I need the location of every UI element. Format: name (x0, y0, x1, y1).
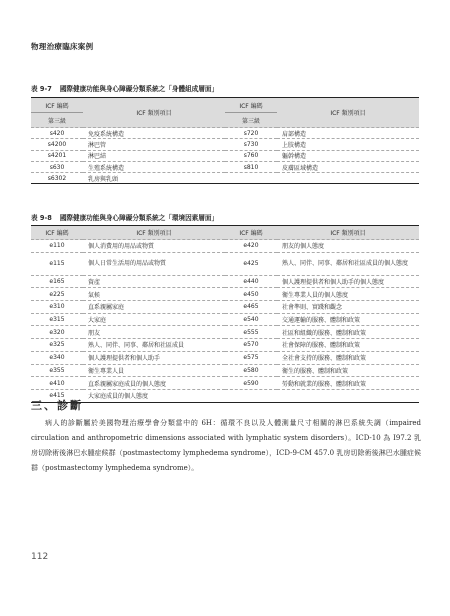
code-cell: e450 (225, 288, 277, 301)
code-cell: e310 (31, 301, 83, 314)
item-cell: 衛生專業人員 (83, 364, 225, 377)
table2-label: 表 9-8 (31, 214, 52, 222)
item-cell: 個人護理提供者和個人助手的個人態度 (277, 275, 419, 288)
code-cell: e415 (31, 389, 83, 402)
code-cell: e410 (31, 377, 83, 390)
code-cell: s730 (225, 139, 277, 150)
item-cell: 社會準則、實踐和觀念 (277, 301, 419, 314)
table-row (31, 150, 419, 161)
table2-caption (31, 212, 218, 222)
page-number: 112 (31, 552, 49, 562)
code-cell: s810 (225, 161, 277, 172)
table-row (31, 240, 419, 253)
table2-header-code-1: ICF 編碼 (31, 226, 83, 240)
code-cell: e555 (225, 326, 277, 339)
code-cell: s6302 (31, 173, 83, 184)
table2 (31, 225, 419, 403)
item-cell (277, 389, 419, 402)
item-cell: 皮膚區域構造 (277, 161, 419, 172)
table1-header-item-2: ICF 類別項目 (277, 98, 419, 128)
table-row (31, 339, 419, 352)
table-row (31, 301, 419, 314)
code-cell: e590 (225, 377, 277, 390)
item-cell: 淋巴結 (83, 150, 225, 161)
diagnosis-text (31, 416, 421, 476)
item-cell: 朋友 (83, 326, 225, 339)
diagnosis-paragraph: 病人的診斷屬於美國物理治療學會分類當中的 6H：循環不良以及人體測量尺寸相關的淋巴系統失調（impaired circulation and anthropometric dimensions associated with lymphatic system disorders）。ICD-10 為 I97.2 乳房切除術後淋巴水腫症候群（postmastectomy lymphedema syndrome），ICD-9-CM 457.0 乳房切除術後淋巴水腫症候群（postmastectomy lymphedema syndrome）。 (31, 419, 421, 472)
item-cell: 熟人、同伴、同事、鄰居和社區成員 (83, 339, 225, 352)
table-row (31, 326, 419, 339)
code-cell (225, 173, 277, 184)
item-cell: 生殖系統構造 (83, 161, 225, 172)
code-cell: e425 (225, 252, 277, 275)
item-cell: 社會保障的服務、體制和政策 (277, 339, 419, 352)
table1-header-level-1: 第三級 (47, 117, 66, 125)
running-header: 物理治療臨床案例 (31, 42, 94, 51)
code-cell: e420 (225, 240, 277, 253)
code-cell: e110 (31, 240, 83, 253)
item-cell: 大家庭成員的個人態度 (83, 389, 225, 402)
item-cell: 直系親屬家庭成員的個人態度 (83, 377, 225, 390)
code-cell: e440 (225, 275, 277, 288)
table-row (31, 389, 419, 402)
table-row (31, 128, 419, 139)
table-row (31, 252, 419, 275)
code-cell: e465 (225, 301, 277, 314)
code-cell: e580 (225, 364, 277, 377)
code-cell: s630 (31, 161, 83, 172)
item-cell: 全社會支持的服務、體制和政策 (277, 351, 419, 364)
table-row (31, 364, 419, 377)
table1-caption (31, 83, 218, 93)
item-cell: 交通運輸的服務、體制和政策 (277, 313, 419, 326)
code-cell: s4201 (31, 150, 83, 161)
code-cell: e355 (31, 364, 83, 377)
table-row (31, 161, 419, 172)
item-cell: 大家庭 (83, 313, 225, 326)
code-cell: s760 (225, 150, 277, 161)
section-heading: 三、診斷 (31, 399, 83, 412)
code-cell: e315 (31, 313, 83, 326)
table2-header-item-1: ICF 類別項目 (83, 226, 225, 240)
table2-title: 國際健康功能與身心障礙分類系統之「環境因素層面」 (59, 214, 219, 222)
item-cell: 上肢構造 (277, 139, 419, 150)
item-cell: 勞動和就業的服務、體制和政策 (277, 377, 419, 390)
code-cell: s720 (225, 128, 277, 139)
table-row (31, 351, 419, 364)
table-row (31, 313, 419, 326)
item-cell: 直系親屬家庭 (83, 301, 225, 314)
item-cell: 淋巴管 (83, 139, 225, 150)
item-cell: 資產 (83, 275, 225, 288)
table1 (31, 97, 419, 184)
table1-header-code-2: ICF 編碼 (225, 98, 277, 113)
code-cell: s420 (31, 128, 83, 139)
code-cell: e575 (225, 351, 277, 364)
item-cell: 免疫系統構造 (83, 128, 225, 139)
item-cell: 衛生的服務、體制和政策 (277, 364, 419, 377)
code-cell: e570 (225, 339, 277, 352)
table2-header-item-2: ICF 類別項目 (277, 226, 419, 240)
table1-header-level-2: 第三級 (241, 117, 260, 125)
table-row (31, 139, 419, 150)
item-cell (277, 173, 419, 184)
code-cell: s4200 (31, 139, 83, 150)
table2-header-code-2: ICF 編碼 (225, 226, 277, 240)
code-cell: e115 (31, 252, 83, 275)
item-cell: 個人消費用的用品或物質 (83, 240, 225, 253)
item-cell: 衛生專業人員的個人態度 (277, 288, 419, 301)
item-cell: 熟人、同伴、同事、鄰居和社區成員的個人態度 (277, 252, 419, 275)
item-cell: 朋友的個人態度 (277, 240, 419, 253)
table1-label: 表 9-7 (31, 85, 52, 93)
code-cell: e225 (31, 288, 83, 301)
table1-title: 國際健康功能與身心障礙分類系統之「身體組成層面」 (59, 85, 219, 93)
table1-header-item-1: ICF 類別項目 (83, 98, 225, 128)
code-cell: e540 (225, 313, 277, 326)
code-cell: e340 (31, 351, 83, 364)
item-cell: 氣候 (83, 288, 225, 301)
item-cell: 社區和組織的服務、體制和政策 (277, 326, 419, 339)
item-cell: 軀幹構造 (277, 150, 419, 161)
table-row (31, 275, 419, 288)
table-row (31, 377, 419, 390)
code-cell: e320 (31, 326, 83, 339)
code-cell (225, 389, 277, 402)
item-cell: 個人護理提供者和個人助手 (83, 351, 225, 364)
item-cell: 個人日常生活用的用品或物質 (83, 252, 225, 275)
table1-header-code-1: ICF 編碼 (31, 98, 83, 113)
item-cell: 乳房與乳頭 (83, 173, 225, 184)
code-cell: e165 (31, 275, 83, 288)
item-cell: 肩部構造 (277, 128, 419, 139)
table-row (31, 173, 419, 184)
code-cell: e325 (31, 339, 83, 352)
table-row (31, 288, 419, 301)
